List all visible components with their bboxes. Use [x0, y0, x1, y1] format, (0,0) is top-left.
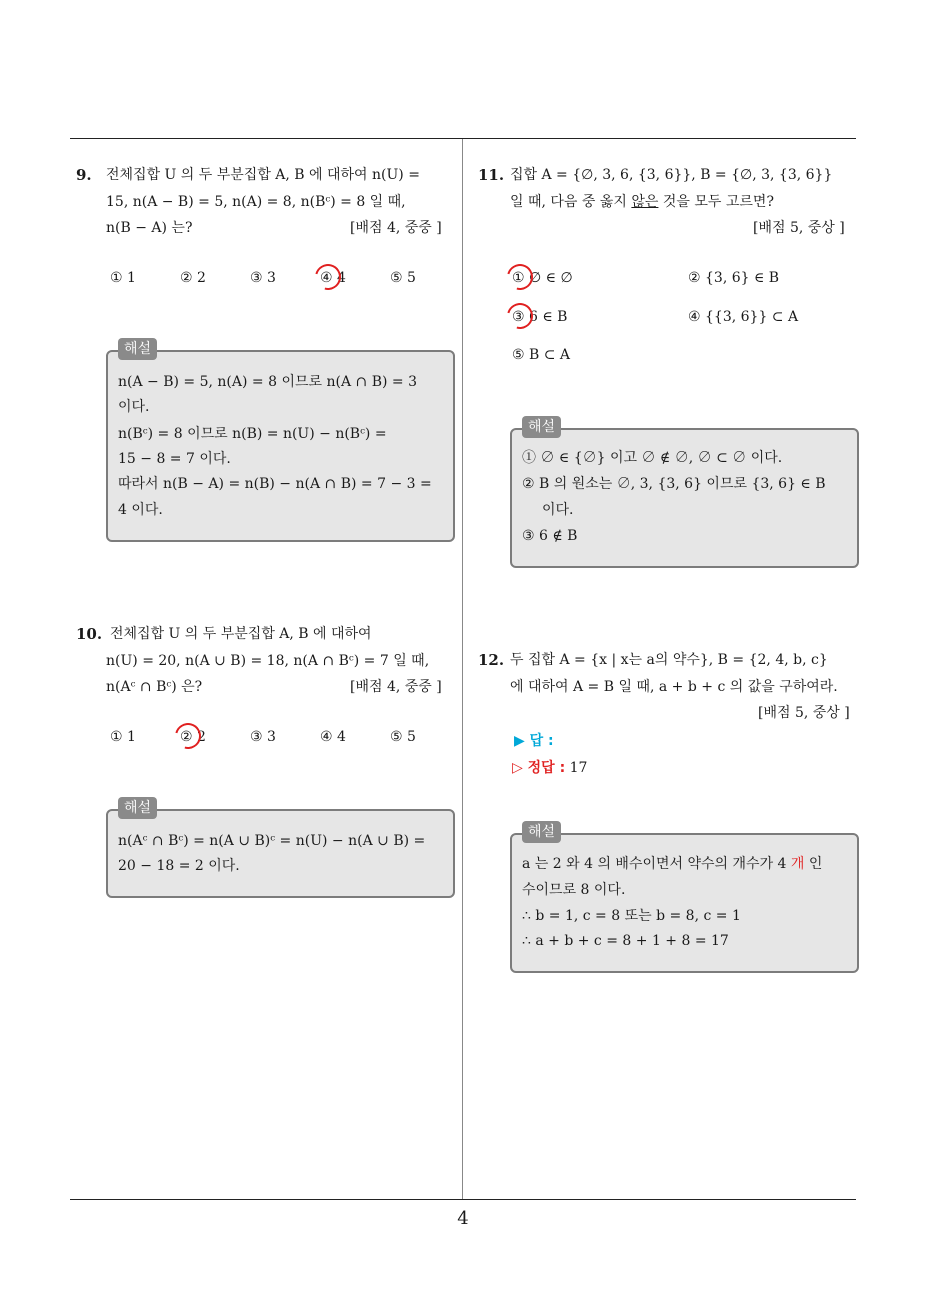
question-text: 두 집합 A = {x | x는 a의 약수}, B = {2, 4, b, c}	[510, 652, 828, 668]
answer-label: ▶ 답 :	[514, 733, 554, 749]
selected-circle-icon	[502, 259, 538, 295]
correct-answer	[512, 758, 587, 778]
question-number: 11.	[478, 166, 505, 184]
selected-circle-icon	[502, 298, 538, 334]
question-text: 전체집합 U 의 두 부분집합 A, B 에 대하여 n(U) =	[106, 167, 420, 183]
question-text: n(B − A) 는?	[106, 220, 193, 236]
solution-line: ∴ b = 1, c = 8 또는 b = 8, c = 1	[522, 908, 741, 924]
solution-line: 수이므로 8 이다.	[522, 882, 626, 898]
choice-1[interactable]: ① 1	[110, 729, 136, 745]
solution-tag: 해설	[118, 797, 157, 819]
choice-5[interactable]: ⑤ B ⊂ A	[512, 347, 571, 363]
solution-line: 20 − 18 = 2 이다.	[118, 858, 240, 874]
question-text: 전체집합 U 의 두 부분집합 A, B 에 대하여	[110, 626, 372, 642]
solution-line: 이다.	[542, 502, 574, 518]
score-meta: [배점 4, 중중 ]	[350, 679, 442, 695]
score-meta: [배점 4, 중중 ]	[350, 220, 442, 236]
solution-line: 이다.	[118, 399, 150, 415]
question-number: 9.	[76, 166, 92, 184]
question-number: 12.	[478, 651, 505, 669]
question-text: n(U) = 20, n(A ∪ B) = 18, n(A ∩ Bᶜ) = 7 일 때,	[106, 653, 430, 669]
solution-line: n(Bᶜ) = 8 이므로 n(B) = n(U) − n(Bᶜ) =	[118, 426, 387, 442]
selected-circle-icon	[170, 718, 206, 754]
correct-label: ▷ 정답 :	[512, 760, 566, 776]
solution-box	[106, 809, 455, 898]
choice-5[interactable]: ⑤ 5	[390, 729, 416, 745]
question-text: 일 때, 다음 중 옳지 않은 것을 모두 고르면?	[510, 194, 774, 210]
choice-4[interactable]: ④ {{3, 6}} ⊂ A	[688, 309, 799, 325]
question-text: 에 대하여 A = B 일 때, a + b + c 의 값을 구하여라.	[510, 679, 838, 695]
choice-3[interactable]: ③ 3	[250, 270, 276, 286]
solution-line: 따라서 n(B − A) = n(B) − n(A ∩ B) = 7 − 3 =	[118, 476, 432, 492]
underlined-word: 않은	[631, 194, 659, 210]
selected-circle-icon	[310, 259, 346, 295]
column-divider	[462, 139, 463, 1199]
correct-value: 17	[569, 760, 588, 776]
solution-line: n(Aᶜ ∩ Bᶜ) = n(A ∪ B)ᶜ = n(U) − n(A ∪ B) =	[118, 833, 426, 849]
choice-1[interactable]: ① 1	[110, 270, 136, 286]
choice-3[interactable]: ③ 3	[250, 729, 276, 745]
solution-tag: 해설	[522, 416, 561, 438]
solution-tag: 해설	[118, 338, 157, 360]
solution-line: 4 이다.	[118, 502, 163, 518]
top-rule	[70, 138, 856, 139]
choice-5[interactable]: ⑤ 5	[390, 270, 416, 286]
solution-line: ① ∅ ∈ {∅} 이고 ∅ ∉ ∅, ∅ ⊂ ∅ 이다.	[522, 450, 783, 466]
highlighted-word: 개	[790, 856, 805, 872]
solution-line: ② B 의 원소는 ∅, 3, {3, 6} 이므로 {3, 6} ∈ B	[522, 476, 826, 492]
solution-line: ③ 6 ∉ B	[522, 528, 578, 544]
solution-line: ∴ a + b + c = 8 + 1 + 8 = 17	[522, 933, 729, 949]
solution-tag: 해설	[522, 821, 561, 843]
score-meta: [배점 5, 중상 ]	[758, 705, 850, 721]
page-number: 4	[457, 1208, 469, 1229]
solution-line: n(A − B) = 5, n(A) = 8 이므로 n(A ∩ B) = 3	[118, 374, 417, 390]
choice-2[interactable]: ② 2	[180, 270, 206, 286]
choice-2[interactable]: ② 2	[180, 729, 206, 745]
question-text: 집합 A = {∅, 3, 6, {3, 6}}, B = {∅, 3, {3, 6}}	[510, 167, 833, 183]
score-meta: [배점 5, 중상 ]	[753, 220, 845, 236]
choice-2[interactable]: ② {3, 6} ∈ B	[688, 270, 780, 286]
question-text: n(Aᶜ ∩ Bᶜ) 은?	[106, 679, 203, 695]
question-number: 10.	[76, 625, 103, 643]
bottom-rule	[70, 1199, 856, 1200]
choice-1[interactable]: ① ∅ ∈ ∅	[512, 270, 573, 286]
question-text: 15, n(A − B) = 5, n(A) = 8, n(Bᶜ) = 8 일 때,	[106, 194, 406, 210]
choice-4[interactable]: ④ 4	[320, 270, 346, 286]
solution-line: 15 − 8 = 7 이다.	[118, 451, 231, 467]
choice-3[interactable]: ③ 6 ∈ B	[512, 309, 568, 325]
choice-4[interactable]: ④ 4	[320, 729, 346, 745]
solution-line: a 는 2 와 4 의 배수이면서 약수의 개수가 4 개 인	[522, 856, 823, 872]
